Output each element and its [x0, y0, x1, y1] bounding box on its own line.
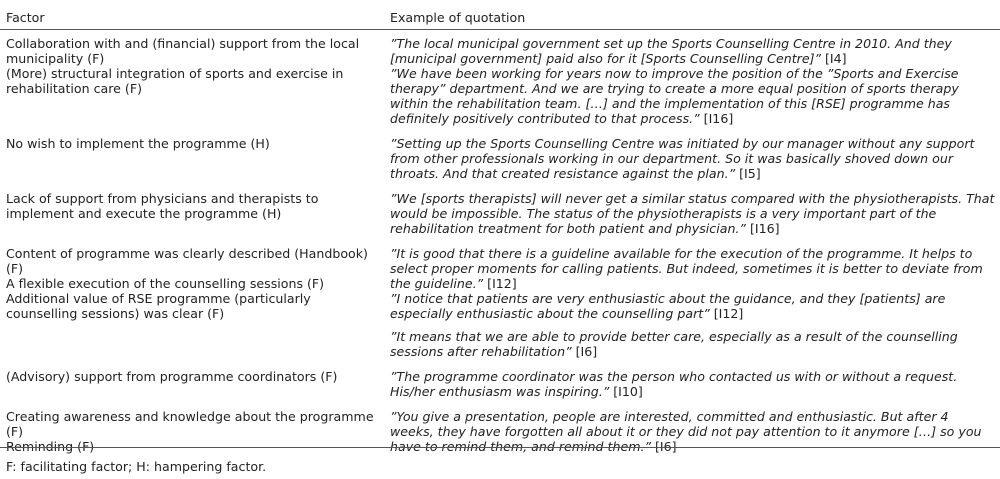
table-row — [0, 191, 1000, 236]
quotation-cell — [384, 191, 1000, 236]
quotation-text: ”It is good that there is a guideline available for the execution of the programme. It helps to select proper moments for calling patients. But indeed, sometimes it is better to deviate from the guideline.” — [390, 245, 983, 291]
factor-cell: (Advisory) support from programme coordinators (F) — [6, 368, 338, 384]
table-bottom-rule — [0, 447, 1000, 448]
header-quotation: Example of quotation — [384, 8, 1000, 30]
factor-text: Creating awareness and knowledge about the programme (F) — [6, 408, 374, 439]
factor-cell: Additional value of RSE programme (particularly counselling sessions) was clear (F) — [6, 290, 311, 321]
interview-ref: [I12] — [483, 275, 517, 291]
factor-cell: (More) structural integration of sports and exercise in rehabilitation care (F) — [6, 65, 344, 96]
factor-cell: Lack of support from physicians and therapists to implement and execute the programme (H) — [6, 190, 319, 221]
quotation-cell — [384, 66, 1000, 126]
interview-ref: [I6] — [651, 438, 677, 454]
quotation-text: ”The local municipal government set up the Sports Counselling Centre in 2010. And they [municipal government] paid also for it [Sports Counselling Centre]” — [390, 35, 952, 66]
quotation-text: ”We have been working for years now to improve the position of the ”Sports and Exercise therapy” department. And we are trying to create a more equal position of sports therapy within the rehabilitation team. […] and the implementation of this [RSE] programme has definitely positively contributed to that process.” — [390, 65, 959, 126]
table-row — [0, 66, 1000, 126]
table-row — [0, 291, 1000, 359]
interview-ref: [I10] — [609, 383, 643, 399]
table-footnote: F: facilitating factor; H: hampering factor. — [6, 459, 267, 474]
quotation-cell — [384, 36, 1000, 66]
factor-cell — [0, 246, 384, 291]
table-header-row — [0, 8, 1000, 30]
factor-cell: No wish to implement the programme (H) — [6, 135, 270, 151]
quotation-cell — [384, 369, 1000, 399]
interview-ref: [I16] — [699, 110, 734, 126]
quotation-cell — [384, 136, 1000, 181]
quotation-cell — [384, 291, 1000, 359]
quotation-text: ”We [sports therapists] will never get a similar status compared with the physiotherapists. That would be impossible. The status of the physiotherapists is a very important part of the rehabilitation treatment for both patient and physician.” — [390, 190, 995, 236]
quotation-text: ”You give a presentation, people are interested, committed and enthusiastic. But after 4 weeks, they have forgotten all about it or they did not pay attention to it anymore […] so you have to remind them, and remind them.” — [390, 408, 982, 454]
interview-ref: [I4] — [821, 50, 847, 66]
table-row — [0, 136, 1000, 181]
interview-ref: [I16] — [745, 220, 780, 236]
factor-quotation-table — [0, 8, 1000, 454]
table-row — [0, 369, 1000, 399]
quotation-text: ”The programme coordinator was the person who contacted us with or without a request. His/her enthusiasm was inspiring.” — [390, 368, 958, 399]
table-row — [0, 36, 1000, 66]
interview-ref: [I5] — [735, 165, 761, 181]
quotation-text-secondary: ”It means that we are able to provide better care, especially as a result of the counselling sessions after rehabilitation” — [390, 328, 958, 359]
factor-text: Content of programme was clearly described (Handbook) (F) — [6, 245, 368, 276]
factor-cell: Collaboration with and (financial) support from the local municipality (F) — [6, 35, 360, 66]
quotation-text: ”Setting up the Sports Counselling Centre was initiated by our manager without any support from other professionals working in our department. So it was basically shoved down our throats. And that created resistance against the plan.” — [390, 135, 975, 181]
quotation-cell — [384, 246, 1000, 291]
interview-ref-secondary: [I6] — [571, 343, 598, 359]
table-row — [0, 246, 1000, 291]
factor-text-secondary: Reminding (F) — [6, 438, 95, 454]
quotation-text: ”I notice that patients are very enthusiastic about the guidance, and they [patients] are especially enthusiastic about the counselling part” — [390, 290, 946, 321]
header-factor: Factor — [0, 8, 384, 30]
factor-text-secondary: A flexible execution of the counselling sessions (F) — [6, 275, 325, 291]
interview-ref: [I12] — [709, 305, 744, 321]
